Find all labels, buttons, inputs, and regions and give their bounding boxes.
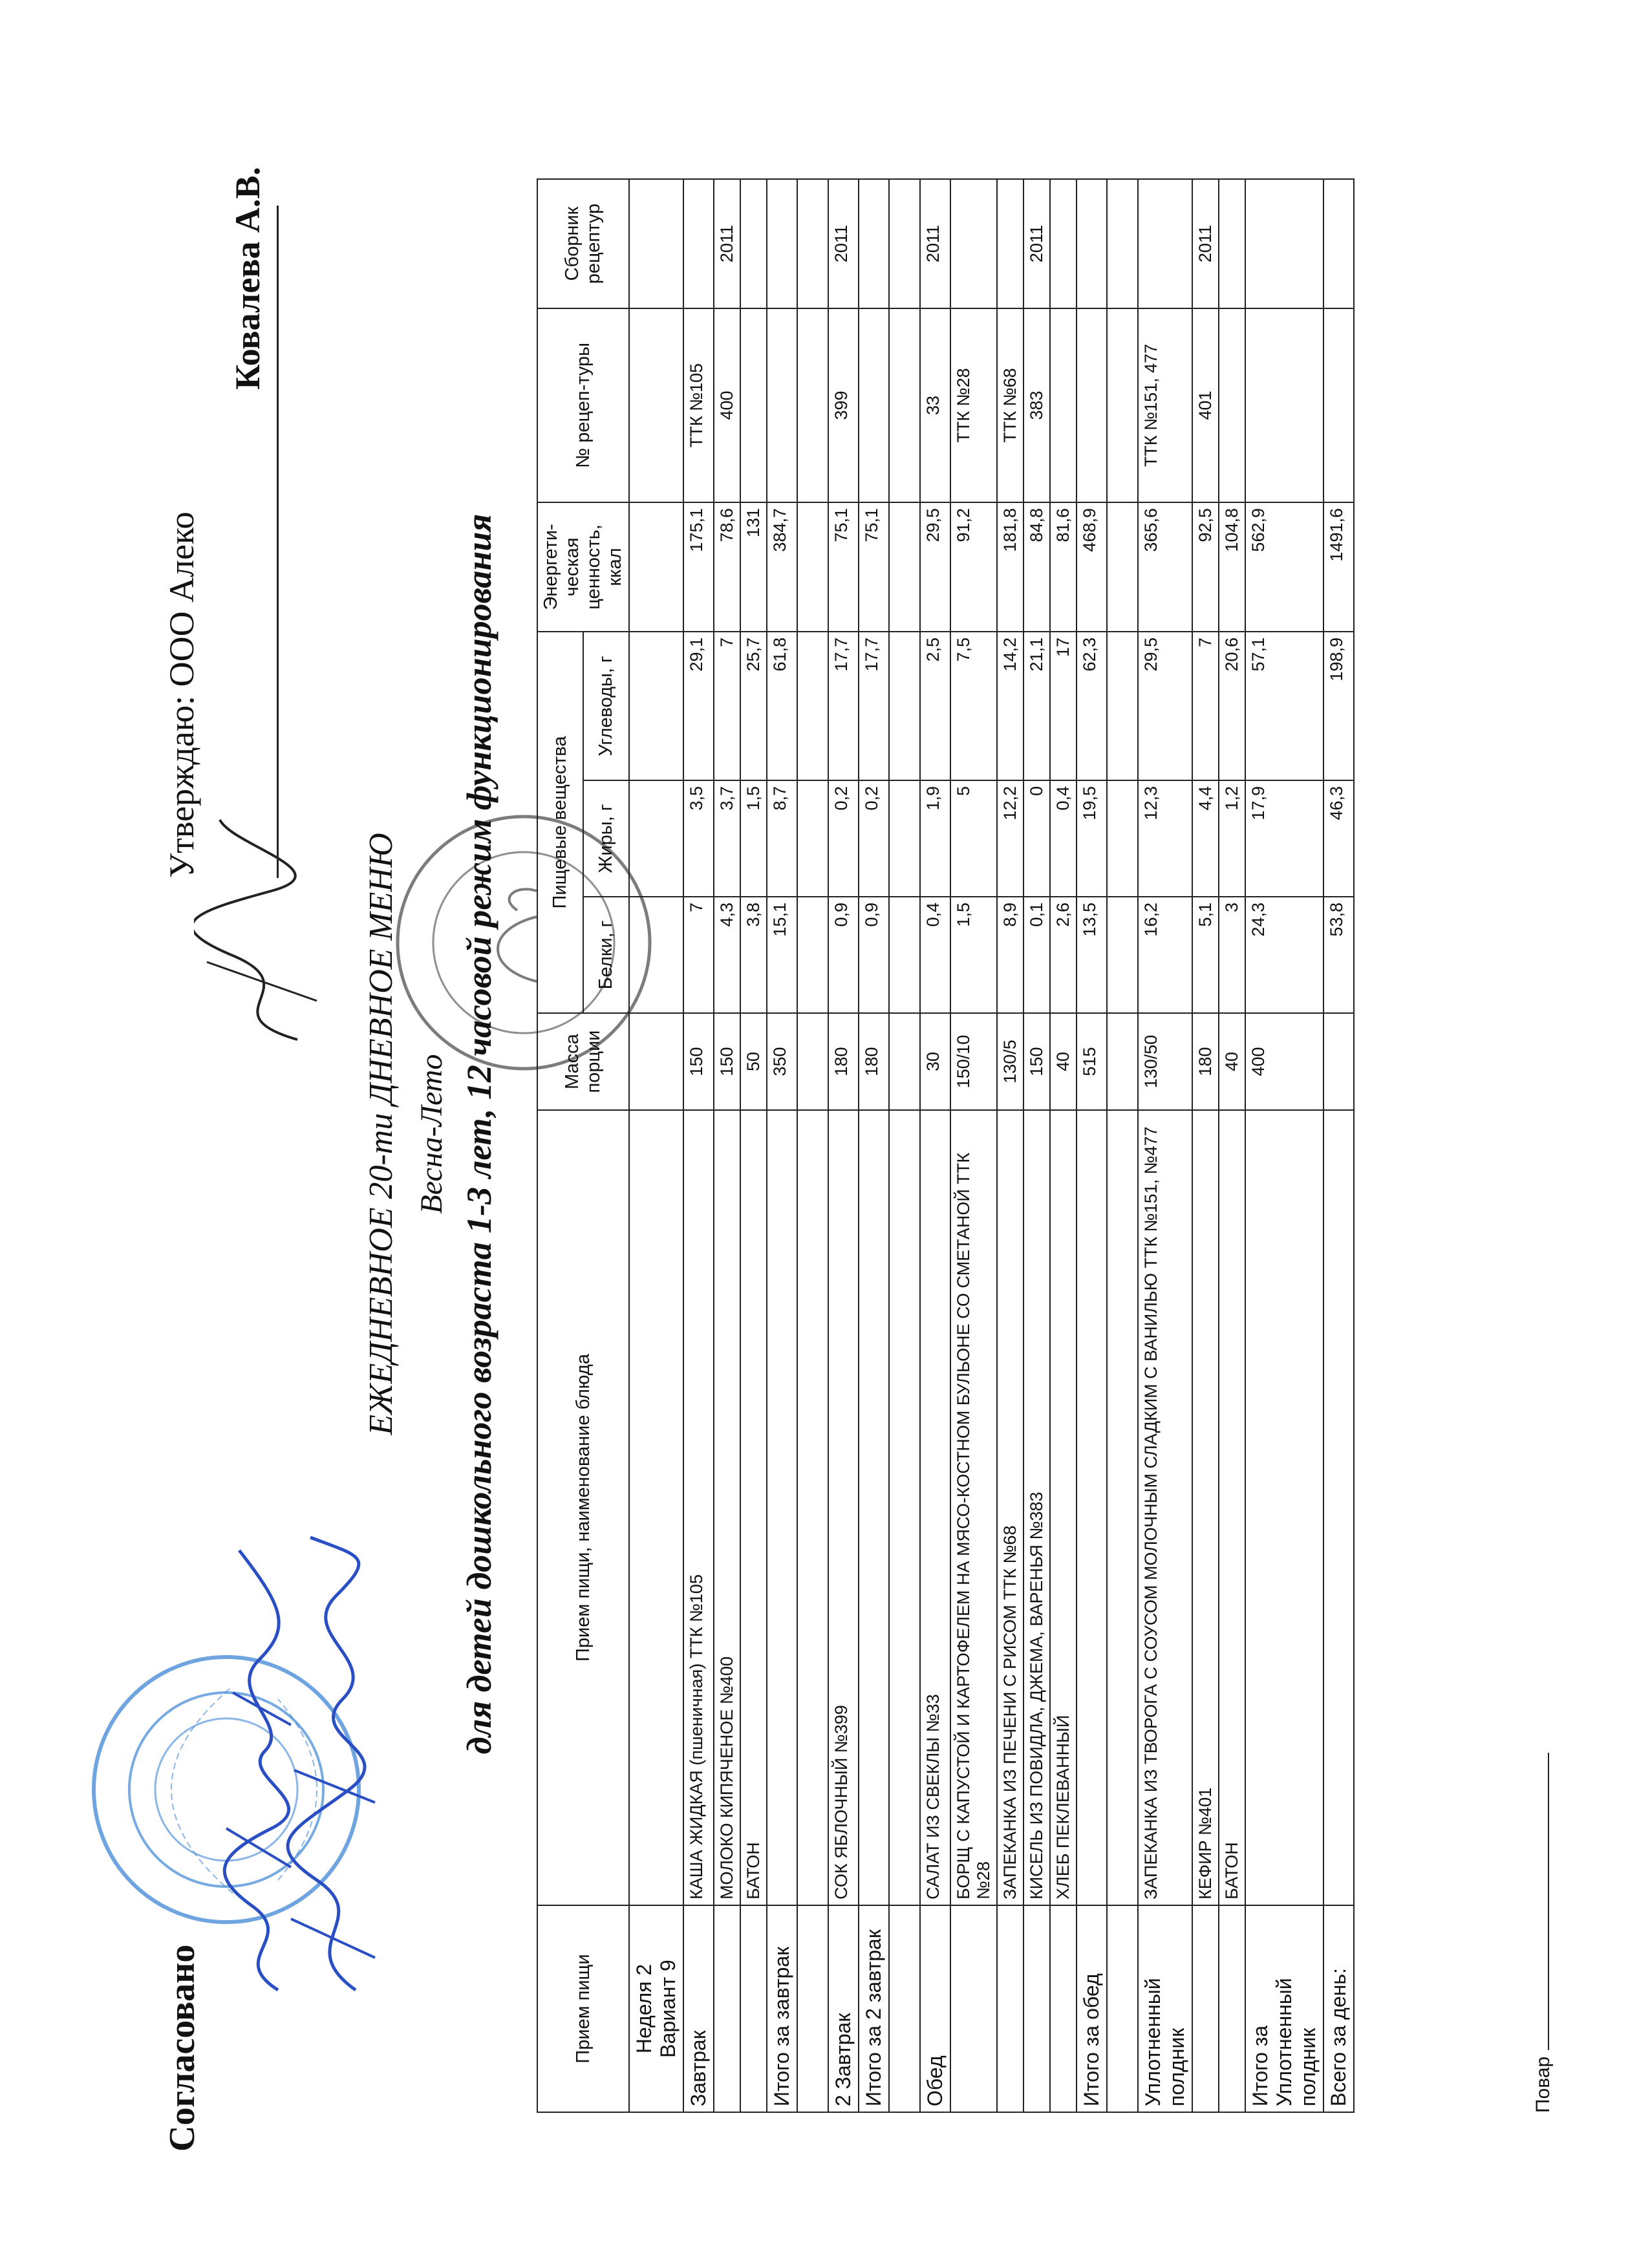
cell-mass: 30 (920, 1013, 950, 1110)
cell-proteins: 2,6 (1050, 897, 1077, 1013)
cell-fats: 3,5 (683, 780, 714, 897)
dish-row (714, 179, 740, 2112)
cell-mass (1323, 1013, 1354, 1110)
approval-block (162, 167, 279, 878)
cell-carbs: 198,9 (1323, 632, 1354, 780)
dish-row (950, 179, 997, 2112)
cell-dish (859, 1110, 889, 1905)
approver-signature-line (277, 206, 279, 878)
cell-dish: КЕФИР №401 (1192, 1110, 1219, 1905)
col-recipe-no: № рецеп-туры (537, 308, 629, 502)
cell-recipe-no (1323, 308, 1354, 502)
cell-recipe-no: 383 (1023, 308, 1050, 502)
cell-energy: 365,6 (1138, 502, 1192, 632)
cell-carbs: 7 (1192, 632, 1219, 780)
cell-recipe-no (1245, 308, 1323, 502)
cell-dish: КАША ЖИДКАЯ (пшеничная) ТТК №105 (683, 1110, 714, 1905)
cell-dish: САЛАТ ИЗ СВЕКЛЫ №33 (920, 1110, 950, 1905)
cell-recipe-no (1077, 308, 1107, 502)
cell-carbs: 29,1 (683, 632, 714, 780)
cell-collection: 2011 (1023, 179, 1050, 308)
cell-collection: 2011 (828, 179, 859, 308)
cell-carbs: 25,7 (740, 632, 767, 780)
cell-carbs: 29,5 (1138, 632, 1192, 780)
cell-fats: 3,7 (714, 780, 740, 897)
cell-energy: 75,1 (859, 502, 889, 632)
cell-collection (767, 179, 797, 308)
cell-meal (997, 1905, 1023, 2112)
cell-carbs: 17 (1050, 632, 1077, 780)
spacer-row (889, 179, 920, 2112)
cell-dish (1323, 1110, 1354, 1905)
spacer-row (1107, 179, 1138, 2112)
cell-dish: БАТОН (1219, 1110, 1245, 1905)
signature-approver (194, 807, 323, 1053)
cell-carbs: 21,1 (1023, 632, 1050, 780)
cell-collection (1219, 179, 1245, 308)
col-meal: Прием пищи (537, 1905, 629, 2112)
week-variant: Неделя 2 Вариант 9 (629, 1905, 683, 2112)
cell-meal (1023, 1905, 1050, 2112)
dish-row (683, 179, 714, 2112)
approved-by-label: Утверждаю: ООО Алеко (162, 511, 201, 878)
cell-dish: КИСЕЛЬ ИЗ ПОВИДЛА, ДЖЕМА, ВАРЕНЬЯ №383 (1023, 1110, 1050, 1905)
cell-proteins: 0,9 (828, 897, 859, 1013)
cell-dish (1245, 1110, 1323, 1905)
cell-fats: 1,9 (920, 780, 950, 897)
cell-proteins: 3,8 (740, 897, 767, 1013)
cell-recipe-no (1219, 308, 1245, 502)
cell-energy: 75,1 (828, 502, 859, 632)
cell-carbs: 17,7 (828, 632, 859, 780)
cell-meal: Итого за Уплотненный полдник (1245, 1905, 1323, 2112)
cell-energy: 562,9 (1245, 502, 1323, 632)
total-row (1245, 179, 1323, 2112)
dish-row (828, 179, 859, 2112)
cell-proteins: 13,5 (1077, 897, 1107, 1013)
menu-title: ЕЖЕДНЕВНОЕ 20-ти ДНЕВНОЕ МЕНЮ (363, 833, 400, 1435)
cell-energy: 84,8 (1023, 502, 1050, 632)
cell-energy: 384,7 (767, 502, 797, 632)
cell-recipe-no: 400 (714, 308, 740, 502)
cell-mass: 180 (828, 1013, 859, 1110)
cell-carbs: 20,6 (1219, 632, 1245, 780)
cell-meal: 2 Завтрак (828, 1905, 859, 2112)
col-mass: Масса порции (537, 1013, 629, 1110)
cell-proteins: 7 (683, 897, 714, 1013)
col-nutrients: Пищевые вещества (537, 632, 583, 1013)
cell-dish: МОЛОКО КИПЯЧЕНОЕ №400 (714, 1110, 740, 1905)
menu-season: Весна-Лето (414, 1054, 449, 1214)
cell-collection: 2011 (1192, 179, 1219, 308)
cell-mass: 180 (1192, 1013, 1219, 1110)
cell-proteins: 8,9 (997, 897, 1023, 1013)
cell-proteins: 1,5 (950, 897, 997, 1013)
cell-meal: Завтрак (683, 1905, 714, 2112)
cell-meal (1050, 1905, 1077, 2112)
cell-fats: 46,3 (1323, 780, 1354, 897)
cell-recipe-no: ТТК №151, 477 (1138, 308, 1192, 502)
cell-carbs: 2,5 (920, 632, 950, 780)
cell-proteins: 15,1 (767, 897, 797, 1013)
cell-dish: СОК ЯБЛОЧНЫЙ №399 (828, 1110, 859, 1905)
spacer-row (797, 179, 828, 2112)
cell-recipe-no: ТТК №68 (997, 308, 1023, 502)
cell-mass: 400 (1245, 1013, 1323, 1110)
cell-proteins: 24,3 (1245, 897, 1323, 1013)
cell-recipe-no: ТТК №28 (950, 308, 997, 502)
cell-mass: 180 (859, 1013, 889, 1110)
cell-fats: 1,5 (740, 780, 767, 897)
cell-mass: 515 (1077, 1013, 1107, 1110)
col-carbs: Углеводы, г (583, 632, 629, 780)
col-proteins: Белки, г (583, 897, 629, 1013)
dish-row (1192, 179, 1219, 2112)
cell-collection: 2011 (714, 179, 740, 308)
cell-dish (767, 1110, 797, 1905)
dish-row (997, 179, 1023, 2112)
cell-proteins: 0,9 (859, 897, 889, 1013)
cell-collection (859, 179, 889, 308)
cell-proteins: 4,3 (714, 897, 740, 1013)
cell-energy: 1491,6 (1323, 502, 1354, 632)
cell-energy: 175,1 (683, 502, 714, 632)
cell-meal: Итого за завтрак (767, 1905, 797, 2112)
cell-energy: 29,5 (920, 502, 950, 632)
cell-carbs: 14,2 (997, 632, 1023, 780)
cell-meal: Итого за 2 завтрак (859, 1905, 889, 2112)
cell-carbs: 17,7 (859, 632, 889, 780)
cell-energy: 92,5 (1192, 502, 1219, 632)
cell-mass: 130/5 (997, 1013, 1023, 1110)
cell-mass: 40 (1219, 1013, 1245, 1110)
cook-signature: Повар (1532, 1753, 1554, 2113)
cell-recipe-no: 399 (828, 308, 859, 502)
cell-mass: 150 (714, 1013, 740, 1110)
cell-energy: 131 (740, 502, 767, 632)
cell-fats: 4,4 (1192, 780, 1219, 897)
cell-recipe-no (859, 308, 889, 502)
cell-energy: 104,8 (1219, 502, 1245, 632)
agreed-label: Согласовано (162, 1944, 202, 2152)
cell-proteins: 0,4 (920, 897, 950, 1013)
col-fats: Жиры, г (583, 780, 629, 897)
cell-meal: Уплотненный полдник (1138, 1905, 1192, 2112)
approver-name: Ковалева А.В. (228, 167, 267, 390)
dish-row (1023, 179, 1050, 2112)
cell-collection (1050, 179, 1077, 308)
cell-fats: 0 (1023, 780, 1050, 897)
cell-fats: 1,2 (1219, 780, 1245, 897)
cell-meal (1192, 1905, 1219, 2112)
cell-meal: Всего за день: (1323, 1905, 1354, 2112)
cell-mass: 350 (767, 1013, 797, 1110)
cell-fats: 17,9 (1245, 780, 1323, 897)
cell-mass: 150 (683, 1013, 714, 1110)
cell-collection (683, 179, 714, 308)
dish-row (740, 179, 767, 2112)
cell-energy: 78,6 (714, 502, 740, 632)
cell-recipe-no (740, 308, 767, 502)
cell-meal (714, 1905, 740, 2112)
cell-fats: 12,3 (1138, 780, 1192, 897)
cell-fats: 0,2 (859, 780, 889, 897)
cell-energy: 181,8 (997, 502, 1023, 632)
cell-meal (740, 1905, 767, 2112)
cell-collection (950, 179, 997, 308)
cell-meal: Обед (920, 1905, 950, 2112)
cell-mass: 40 (1050, 1013, 1077, 1110)
col-dish: Прием пищи, наименование блюда (537, 1110, 629, 1905)
cell-carbs: 62,3 (1077, 632, 1107, 780)
cell-mass: 150 (1023, 1013, 1050, 1110)
cell-energy: 81,6 (1050, 502, 1077, 632)
cell-proteins: 3 (1219, 897, 1245, 1013)
cell-meal: Итого за обед (1077, 1905, 1107, 2112)
cell-collection: 2011 (920, 179, 950, 308)
cell-mass: 50 (740, 1013, 767, 1110)
cell-collection (1245, 179, 1323, 308)
cell-carbs: 61,8 (767, 632, 797, 780)
cell-dish: ХЛЕБ ПЕКЛЕВАННЫЙ (1050, 1110, 1077, 1905)
cell-dish: БАТОН (740, 1110, 767, 1905)
cell-recipe-no: ТТК №105 (683, 308, 714, 502)
cell-dish: ЗАПЕКАНКА ИЗ ТВОРОГА С СОУСОМ МОЛОЧНЫМ СЛАДКИМ С ВАНИЛЬЮ ТТК №151, №477 (1138, 1110, 1192, 1905)
cell-fats: 0,2 (828, 780, 859, 897)
cell-energy: 468,9 (1077, 502, 1107, 632)
cell-proteins: 0,1 (1023, 897, 1050, 1013)
cell-dish: БОРЩ С КАПУСТОЙ И КАРТОФЕЛЕМ НА МЯСО-КОСТНОМ БУЛЬОНЕ СО СМЕТАНОЙ ТТК №28 (950, 1110, 997, 1905)
menu-subtitle: для детей дошкольного возраста 1-3 лет, 12 часовой режим функционирования (460, 513, 498, 1755)
total-row (1077, 179, 1107, 2112)
cell-carbs: 57,1 (1245, 632, 1323, 780)
cell-carbs: 7,5 (950, 632, 997, 780)
total-row (859, 179, 889, 2112)
cell-collection (1323, 179, 1354, 308)
cell-recipe-no (1050, 308, 1077, 502)
dish-row (1138, 179, 1192, 2112)
cell-dish: ЗАПЕКАНКА ИЗ ПЕЧЕНИ С РИСОМ ТТК №68 (997, 1110, 1023, 1905)
menu-table (537, 178, 1355, 2113)
cell-mass: 130/50 (1138, 1013, 1192, 1110)
cell-proteins: 53,8 (1323, 897, 1354, 1013)
cell-meal (950, 1905, 997, 2112)
cell-collection (740, 179, 767, 308)
cell-collection (1077, 179, 1107, 308)
cell-recipe-no: 401 (1192, 308, 1219, 502)
cell-recipe-no: 33 (920, 308, 950, 502)
cell-recipe-no (767, 308, 797, 502)
cell-fats: 12,2 (997, 780, 1023, 897)
cell-meal (1219, 1905, 1245, 2112)
dish-row (920, 179, 950, 2112)
cell-proteins: 16,2 (1138, 897, 1192, 1013)
cell-dish (1077, 1110, 1107, 1905)
cell-fats: 0,4 (1050, 780, 1077, 897)
cell-carbs: 7 (714, 632, 740, 780)
cell-collection (997, 179, 1023, 308)
cell-collection (1138, 179, 1192, 308)
dish-row (1219, 179, 1245, 2112)
cell-fats: 5 (950, 780, 997, 897)
total-row (767, 179, 797, 2112)
col-collection: Сборник рецептур (537, 179, 629, 308)
cell-mass: 150/10 (950, 1013, 997, 1110)
cell-fats: 19,5 (1077, 780, 1107, 897)
col-energy: Энергети-ческая ценность, ккал (537, 502, 629, 632)
dish-row (1050, 179, 1077, 2112)
cell-energy: 91,2 (950, 502, 997, 632)
total-row (1323, 179, 1354, 2112)
menu-body (683, 179, 1354, 2112)
cell-fats: 8,7 (767, 780, 797, 897)
cell-proteins: 5,1 (1192, 897, 1219, 1013)
